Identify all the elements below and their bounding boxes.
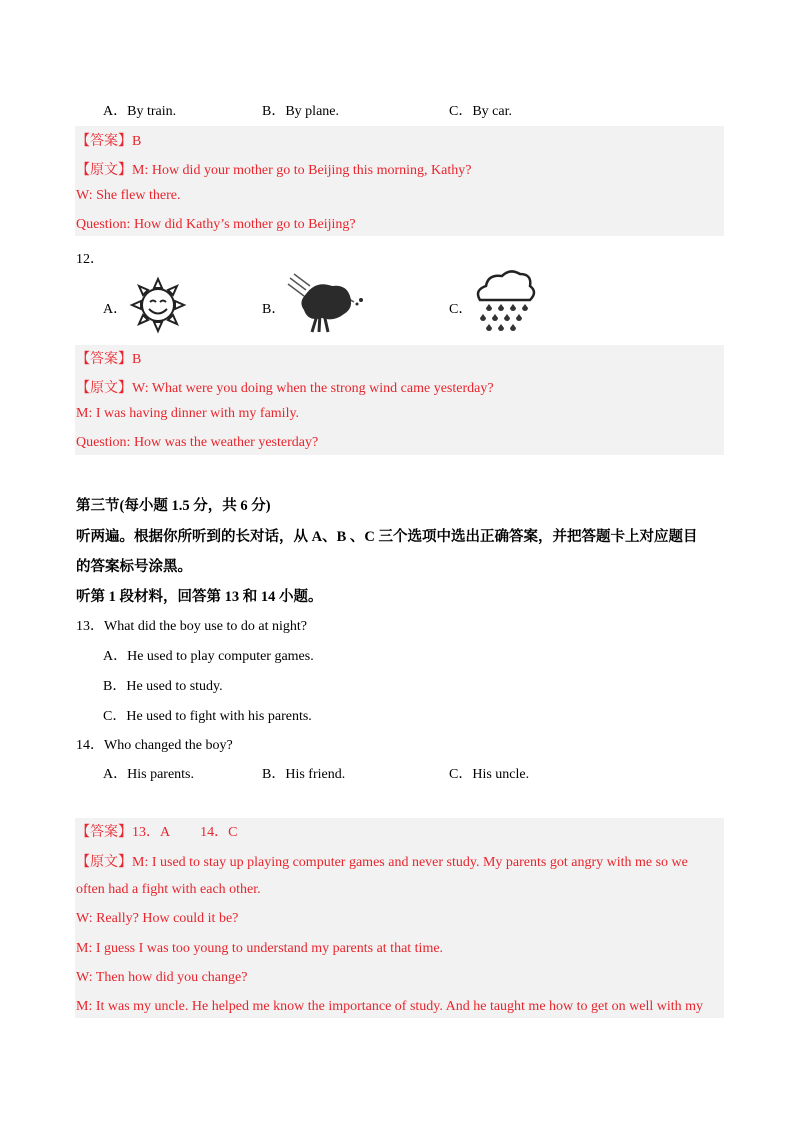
- q13-question: 13．What did the boy use to do at night?: [76, 619, 307, 634]
- q13-option: B．He used to study.: [103, 679, 223, 694]
- section-heading: 第三节(每小题 1.5 分，共 6 分): [76, 498, 271, 514]
- section-instruction: 的答案标号涂黑。: [76, 559, 192, 575]
- q13-14-transcript-line: M: It was my uncle. He helped me know the importance of study. And he taught me how to get on well with my: [76, 999, 704, 1014]
- q11-answer: 【答案】B: [76, 134, 142, 149]
- windy-tree-icon: [284, 272, 370, 334]
- sun-icon: [128, 276, 188, 334]
- q13-option: A．He used to play computer games.: [103, 649, 314, 664]
- q14-option-c: C．His uncle.: [449, 767, 530, 782]
- q11-transcript-line: W: She flew there.: [76, 188, 181, 203]
- material-label: 听第 1 段材料，回答第 13 和 14 小题。: [76, 589, 323, 605]
- q12-answer: 【答案】B: [76, 352, 142, 367]
- q12-transcript-line: M: I was having dinner with my family.: [76, 406, 300, 421]
- q14-option-b: B．His friend.: [262, 767, 346, 782]
- q12-transcript-line: 【原文】W: What were you doing when the strong wind came yesterday?: [76, 381, 494, 396]
- q12-option-a-letter: A．: [103, 302, 128, 317]
- q13-14-transcript-line: often had a fight with each other.: [76, 882, 261, 897]
- q13-14-transcript-line: M: I guess I was too young to understand my parents at that time.: [76, 941, 444, 956]
- q12-number: 12．: [76, 252, 104, 267]
- q12-transcript-line: Question: How was the weather yesterday?: [76, 435, 319, 450]
- q12-option-c-letter: C．: [449, 302, 473, 317]
- q14-option-a: A．His parents.: [103, 767, 195, 782]
- section-instruction: 听两遍。根据你所听到的长对话，从 A、B 、C 三个选项中选出正确答案，并把答题卡上对应题目: [76, 529, 698, 545]
- q11-option-a: A．By train.: [103, 104, 177, 119]
- q11-transcript-line: 【原文】M: How did your mother go to Beijing this morning, Kathy?: [76, 163, 472, 178]
- q13-14-answer: 【答案】13．A 14．C: [76, 825, 238, 840]
- q12-option-b-letter: B．: [262, 302, 286, 317]
- q11-option-c: C．By car.: [449, 104, 512, 119]
- q13-14-transcript-line: 【原文】M: I used to stay up playing computer games and never study. My parents got angry with me so we: [76, 855, 688, 870]
- q11-option-b: B．By plane.: [262, 104, 339, 119]
- q14-question: 14．Who changed the boy?: [76, 738, 233, 753]
- rain-cloud-icon: [472, 270, 536, 334]
- q11-transcript-line: Question: How did Kathy’s mother go to Beijing?: [76, 217, 356, 232]
- q13-option: C．He used to fight with his parents.: [103, 709, 312, 724]
- q13-14-transcript-line: W: Then how did you change?: [76, 970, 248, 985]
- q13-14-transcript-line: W: Really? How could it be?: [76, 911, 239, 926]
